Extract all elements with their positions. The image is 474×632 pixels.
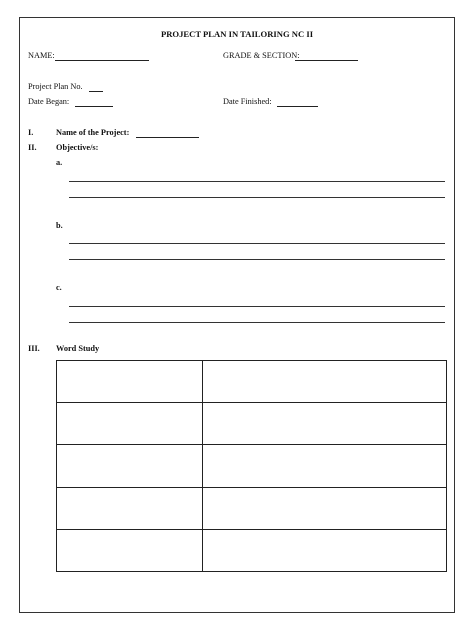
date-finished-field[interactable] — [277, 106, 318, 107]
word-study-row — [57, 445, 447, 487]
date-finished-label: Date Finished: — [223, 97, 272, 106]
name-field[interactable] — [55, 60, 149, 61]
name-label: NAME: — [28, 51, 55, 60]
objective-b-line-1[interactable] — [69, 243, 445, 244]
project-plan-no-field[interactable] — [89, 91, 103, 92]
objective-c-line-2[interactable] — [69, 322, 445, 323]
word-cell[interactable] — [57, 361, 203, 403]
project-plan-no-label: Project Plan No. — [28, 82, 83, 91]
definition-cell[interactable] — [203, 445, 447, 487]
document-title: PROJECT PLAN IN TAILORING NC II — [160, 29, 314, 39]
grade-section-label: GRADE & SECTION: — [223, 51, 300, 60]
word-cell[interactable] — [57, 487, 203, 529]
objective-a-marker: a. — [56, 158, 63, 167]
objective-b-line-2[interactable] — [69, 259, 445, 260]
project-name-field[interactable] — [136, 137, 199, 138]
objective-c-line-1[interactable] — [69, 306, 445, 307]
section-2-label: Objective/s: — [56, 143, 99, 152]
word-study-row — [57, 361, 447, 403]
word-study-row — [57, 487, 447, 529]
section-1-label: Name of the Project: — [56, 128, 130, 137]
grade-section-field[interactable] — [295, 60, 358, 61]
word-cell[interactable] — [57, 529, 203, 571]
date-began-label: Date Began: — [28, 97, 70, 106]
section-3-numeral: III. — [28, 344, 40, 353]
section-1-numeral: I. — [28, 128, 34, 137]
definition-cell[interactable] — [203, 487, 447, 529]
word-study-row — [57, 529, 447, 571]
date-began-field[interactable] — [75, 106, 113, 107]
word-cell[interactable] — [57, 403, 203, 445]
definition-cell[interactable] — [203, 361, 447, 403]
objective-c-marker: c. — [56, 283, 62, 292]
section-2-numeral: II. — [28, 143, 37, 152]
definition-cell[interactable] — [203, 403, 447, 445]
word-study-row — [57, 403, 447, 445]
word-study-table — [56, 360, 447, 572]
section-3-label: Word Study — [56, 344, 100, 353]
objective-a-line-2[interactable] — [69, 197, 445, 198]
word-cell[interactable] — [57, 445, 203, 487]
definition-cell[interactable] — [203, 529, 447, 571]
objective-a-line-1[interactable] — [69, 181, 445, 182]
objective-b-marker: b. — [56, 221, 63, 230]
